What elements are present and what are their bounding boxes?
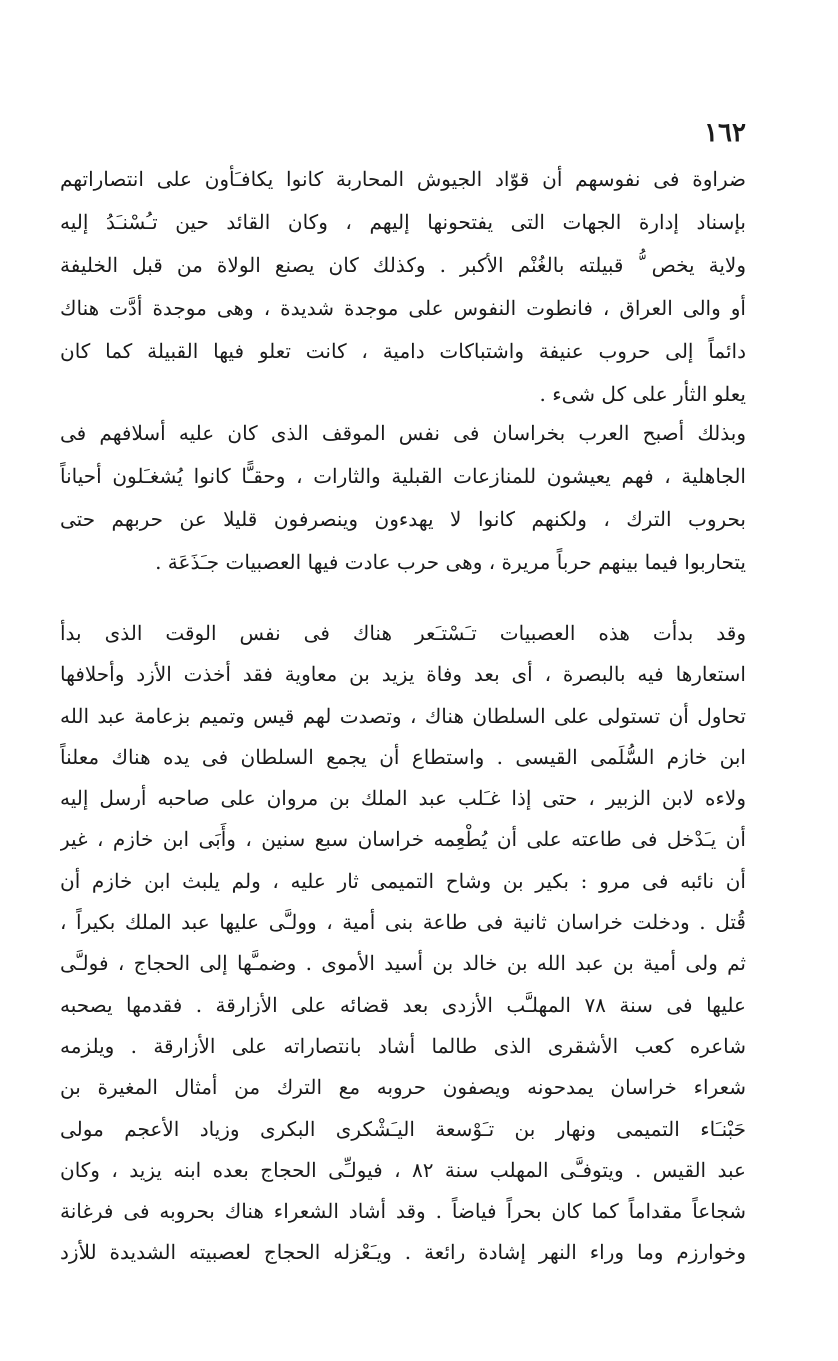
paragraph-line: عليها فى سنة ٧٨ المهلـَّب الأزدى بعد قضائه على الأزارقة . فقدمها يصحبه (60, 992, 746, 1017)
paragraph-line: أن يـَدْخل فى طاعته على أن يُطْعِمه خراسان سبع سنين ، وأَبَى ابن خازم ، غير (60, 827, 746, 852)
paragraph-line: بإسناد إدارة الجهات التى يفتحونها إليهم ، وكان القائد حين تـُسْنـَدُ إليه (60, 210, 746, 234)
paragraph-line: يتحاربوا فيما بينهم حرباً مريرة ، وهى حرب عادت فيها العصبيات جـَذَعَة . (155, 550, 746, 574)
paragraph-2 (60, 412, 746, 584)
paragraph-line: حَبْنـَاء التميمى ونهار بن تـَوْسعة اليـَشْكرى البكرى وزياد الأعجم مولى (60, 1116, 746, 1141)
paragraph-line: الجاهلية ، فهم يعيشون للمنازعات القبلية والثارات ، وحقـًّا كانوا يُشغـَلون أحياناً (60, 464, 746, 488)
paragraph-line: ثم ولى أمية بن عبد الله بن خالد بن أسيد الأموى . وضمـَّها إلى الحجاج ، فولـَّى (60, 951, 746, 976)
paragraph-line: شعراء خراسان يمدحونه ويصفون حروبه مع الترك من أمثال المغيرة بن (60, 1075, 746, 1100)
paragraph-line: وخوارزم وما وراء النهر إشادة رائعة . ويـَعْزله الحجاج لعصبيته الشديدة للأزد (60, 1240, 746, 1265)
paragraph-line: بحروب الترك ، ولكنهم كانوا لا يهدءون وينصرفون قليلا عن حربهم حتى (60, 507, 746, 531)
paragraph-line: يعلو الثأر على كل شىء . (539, 382, 746, 406)
paragraph-line: وبذلك أصبح العرب بخراسان فى نفس الموقف الذى كان عليه أسلافهم فى (60, 421, 746, 445)
paragraph-line: شاعره كعب الأشقرى الذى طالما أشاد بانتصاراته على الأزارقة . ويلزمه (60, 1033, 746, 1058)
paragraph-1 (60, 158, 746, 416)
page-number: ١٦٢ (704, 118, 746, 148)
paragraph-line: قُتل . ودخلت خراسان ثانية فى طاعة بنى أمية ، وولـَّى عليها عبد الملك بكيراً ، (60, 910, 746, 935)
paragraph-line: َضراوة فى نفوسهم أن قوّاد الجيوش المحاربة كانوا يكافـَأون على انتصاراتهم (60, 167, 746, 191)
paragraph-line: شجاعاً مقداماً كما كان بحراً فياضاً . وقد أشاد الشعراء هناك بحروبه فى فرغانة (60, 1199, 746, 1224)
paragraph-3 (60, 613, 746, 1274)
paragraph-line: تحاول أن تستولى على السلطان هناك ، وتصدت لهم قيس وتميم بزعامة عبد الله (60, 703, 746, 728)
paragraph-line: وقد بدأت هذه العصبيات تـَسْتـَعر هناك فى نفس الوقت الذى بدأ (60, 621, 746, 645)
paragraph-line: أن نائبه فى مرو : بكير بن وشاح التميمى ثار عليه ، ولم يلبث ابن خازم أن (60, 868, 746, 893)
paragraph-line: ابن خازم السُّلَمى القيسى . واستطاع أن يجمع السلطان فى يده هناك معلناً (60, 744, 746, 769)
paragraph-line: أو والى العراق ، فانطوت النفوس على موجدة شديدة ، وهى موجدة أدَّت هناك (60, 296, 746, 320)
paragraph-line: عبد القيس . ويتوفـَّى المهلب سنة ٨٢ ، فيولـِّى الحجاج بعده ابنه يزيد ، وكان (60, 1157, 746, 1182)
paragraph-line: استعارها فيه بالبصرة ، أى بعد وفاة يزيد بن معاوية فقد أخذت الأزد وأحلافها (60, 662, 746, 687)
paragraph-line: ولاءه لابن الزبير ، حتى إذا غـَلب عبد الملك بن مروان على صاحبه أرسل إليه (60, 786, 746, 811)
paragraph-line: ولاية يخص ُّ قبيلته بالغُنْم الأكبر . وكذلك كان يصنع الولاة من قبل الخليفة (60, 253, 746, 277)
paragraph-line: دائماً إلى حروب عنيفة واشتباكات دامية ، كانت تعلو فيها القبيلة كما كان (60, 339, 746, 363)
